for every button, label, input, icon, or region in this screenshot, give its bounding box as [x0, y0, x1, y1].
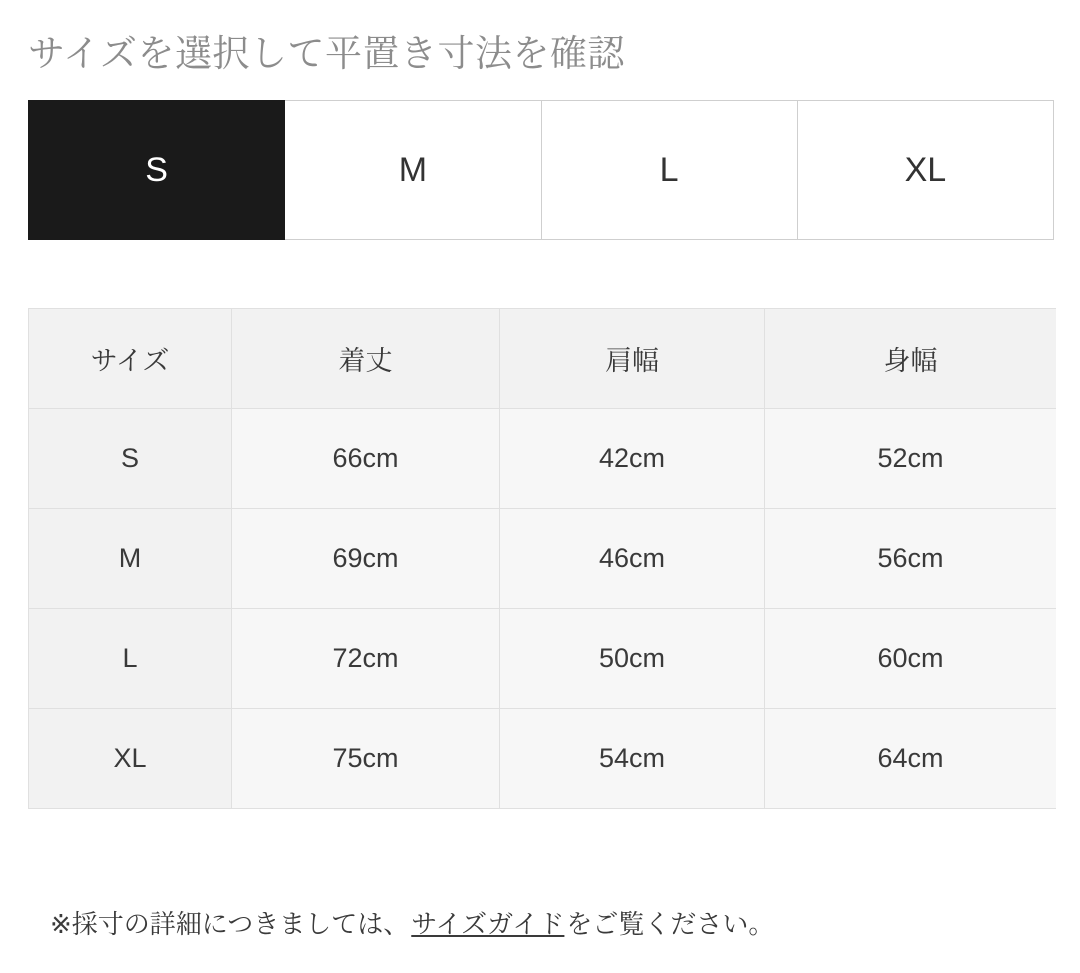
size-guide-link[interactable]: サイズガイド: [411, 909, 565, 939]
size-option-l[interactable]: L: [542, 100, 798, 240]
table-header-size: サイズ: [29, 309, 232, 409]
table-row: [29, 609, 1057, 709]
cell-width: 56cm: [765, 509, 1057, 609]
cell-length: 66cm: [232, 409, 500, 509]
table-row: [29, 509, 1057, 609]
footnote-suffix: をご覧ください。: [566, 909, 775, 939]
cell-width: 64cm: [765, 709, 1057, 809]
cell-size: S: [29, 409, 232, 509]
cell-width: 60cm: [765, 609, 1057, 709]
cell-shoulder: 42cm: [500, 409, 765, 509]
table-row: [29, 409, 1057, 509]
footnote: [50, 904, 774, 941]
cell-width: 52cm: [765, 409, 1057, 509]
footnote-prefix: ※採寸の詳細につきましては、: [50, 909, 410, 939]
size-selector: [28, 100, 1054, 240]
cell-length: 69cm: [232, 509, 500, 609]
measurement-table-wrapper: [28, 308, 1056, 809]
measurement-table: [28, 308, 1056, 809]
cell-shoulder: 50cm: [500, 609, 765, 709]
cell-length: 75cm: [232, 709, 500, 809]
table-row: [29, 709, 1057, 809]
page-title: サイズを選択して平置き寸法を確認: [28, 33, 626, 74]
size-option-m[interactable]: M: [285, 100, 541, 240]
cell-shoulder: 46cm: [500, 509, 765, 609]
table-header-shoulder: 肩幅: [500, 309, 765, 409]
top-edge: [0, 0, 1080, 8]
size-option-xl[interactable]: XL: [798, 100, 1054, 240]
cell-size: M: [29, 509, 232, 609]
table-header-row: [29, 309, 1057, 409]
table-header-length: 着丈: [232, 309, 500, 409]
cell-size: XL: [29, 709, 232, 809]
table-header-width: 身幅: [765, 309, 1057, 409]
cell-length: 72cm: [232, 609, 500, 709]
cell-size: L: [29, 609, 232, 709]
size-option-s[interactable]: S: [28, 100, 285, 240]
cell-shoulder: 54cm: [500, 709, 765, 809]
